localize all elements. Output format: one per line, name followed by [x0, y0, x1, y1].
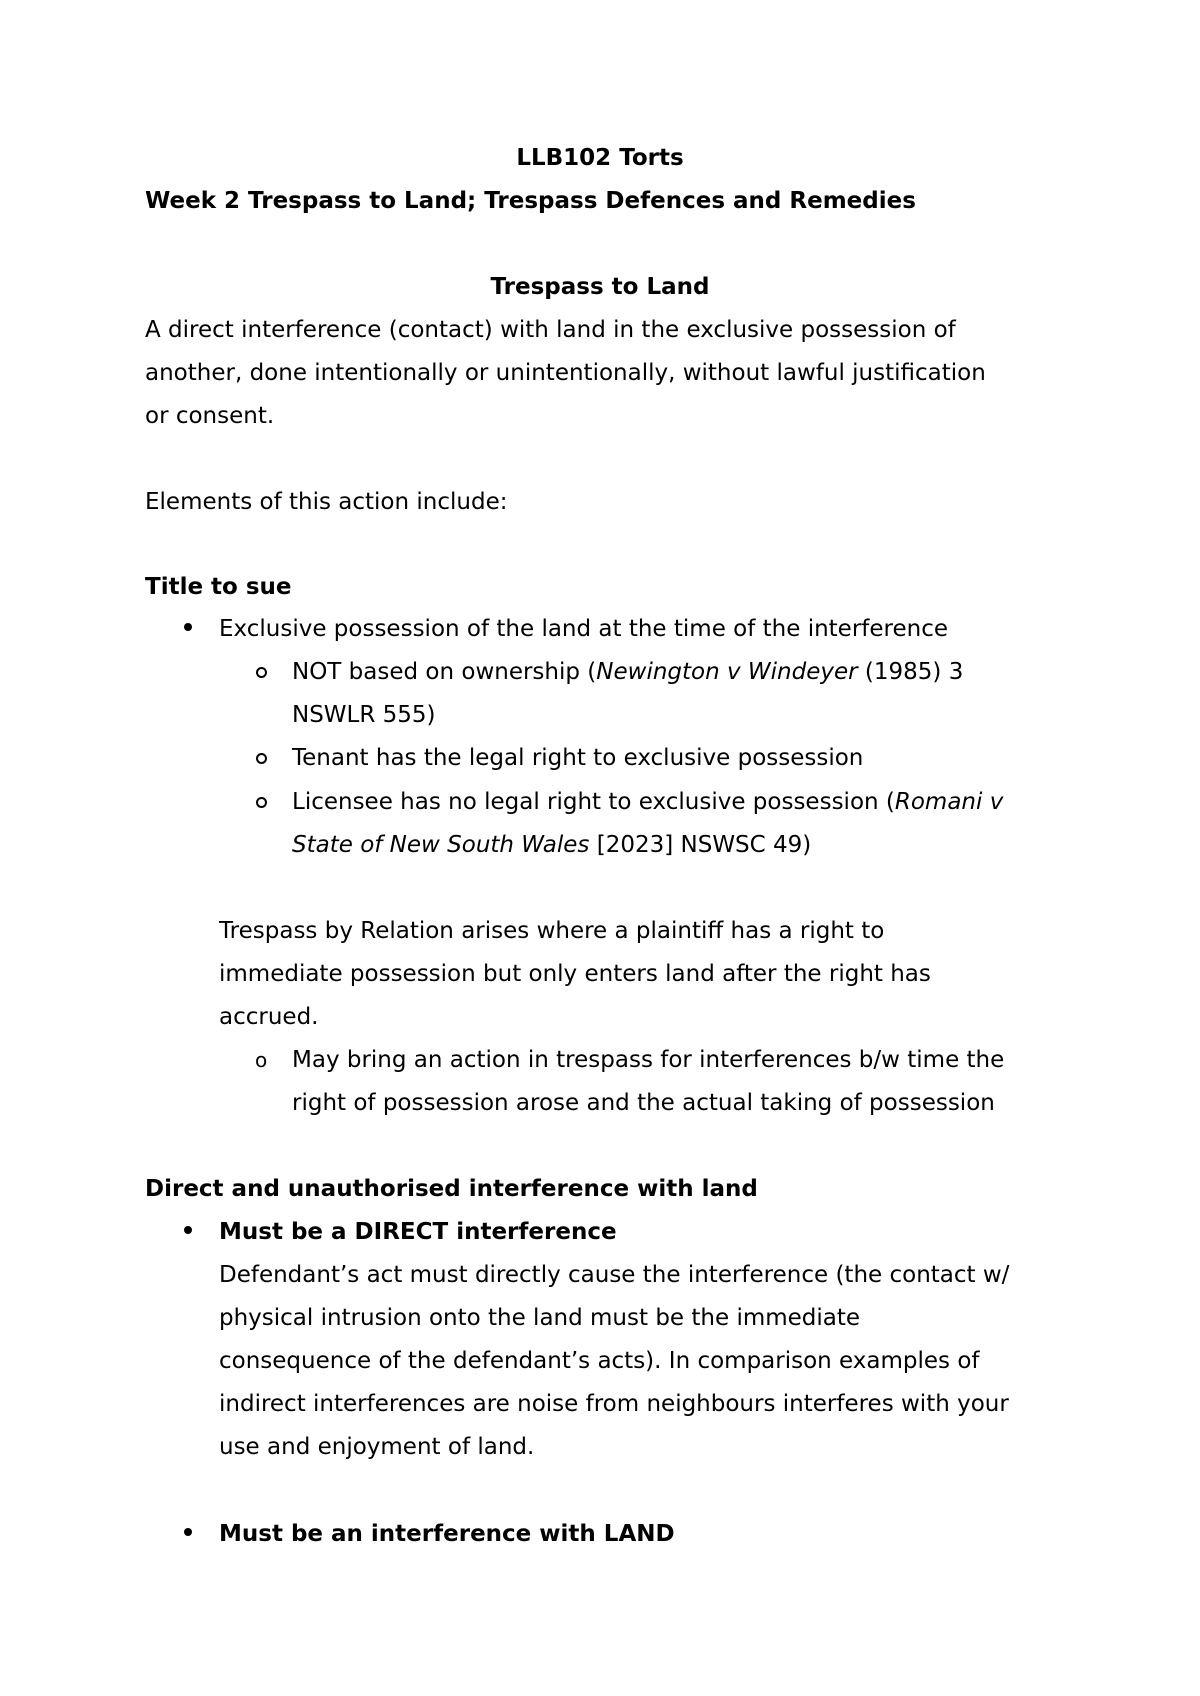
- direct-para-line-5: use and enjoyment of land.: [219, 1434, 535, 1460]
- direct-para-line-3: consequence of the defendant’s acts). In comparison examples of: [219, 1348, 980, 1374]
- direct-heading: Direct and unauthorised interference with land: [145, 1176, 758, 1202]
- case-romani-part-2: State of New South Wales: [292, 832, 590, 858]
- relation-line-3: accrued.: [219, 1004, 319, 1030]
- relation-line-2: immediate possession but only enters land after the right has: [219, 961, 931, 987]
- bullet-disc-icon: [184, 1528, 192, 1536]
- bullet-circle-icon: [256, 753, 267, 764]
- title-sub-3-cont: [292, 830, 811, 860]
- relation-sub-line-2: right of possession arose and the actual taking of possession: [292, 1090, 995, 1116]
- case-romani-part-1: Romani v: [894, 789, 1004, 815]
- bullet-disc-icon: [184, 1226, 192, 1234]
- relation-sub-line-1: May bring an action in trespass for interferences b/w time the: [292, 1047, 1005, 1073]
- definition-line-3: or consent.: [145, 403, 275, 429]
- direct-para-line-4: indirect interferences are noise from neighbours interferes with your: [219, 1391, 1009, 1417]
- direct-bullet-1: Must be a DIRECT interference: [219, 1219, 617, 1245]
- course-title: LLB102 Torts: [516, 145, 684, 171]
- direct-para-line-1: Defendant’s act must directly cause the interference (the contact w/: [219, 1262, 1010, 1288]
- title-sub-1: [292, 657, 963, 687]
- case-newington: Newington v Windeyer: [596, 659, 858, 685]
- section-heading: Trespass to Land: [490, 274, 710, 300]
- definition-line-1: A direct interference (contact) with land in the exclusive possession of: [145, 317, 956, 343]
- bullet-circle-icon: [256, 667, 267, 678]
- sub3-pre: Licensee has no legal right to exclusive possession (: [292, 789, 895, 815]
- relation-line-1: Trespass by Relation arises where a plaintiff has a right to: [219, 918, 885, 944]
- definition-line-2: another, done intentionally or unintentionally, without lawful justification: [145, 360, 986, 386]
- sub3-post: [2023] NSWSC 49): [589, 832, 812, 858]
- bullet-disc-icon: [184, 623, 192, 631]
- title-sub-3: [292, 787, 1003, 817]
- title-sub-2: Tenant has the legal right to exclusive possession: [292, 745, 864, 771]
- direct-para-line-2: physical intrusion onto the land must be the immediate: [219, 1305, 861, 1331]
- title-bullet-1: Exclusive possession of the land at the time of the interference: [219, 616, 949, 642]
- week-title: Week 2 Trespass to Land; Trespass Defences and Remedies: [145, 188, 916, 214]
- sub1-post: (1985) 3: [857, 659, 964, 685]
- elements-intro: Elements of this action include:: [145, 489, 508, 515]
- bullet-circle-icon: [256, 797, 267, 808]
- direct-bullet-2: Must be an interference with LAND: [219, 1521, 675, 1547]
- title-to-sue-heading: Title to sue: [145, 574, 292, 600]
- title-sub-1-cont: NSWLR 555): [292, 702, 436, 728]
- sub1-pre: NOT based on ownership (: [292, 659, 597, 685]
- bullet-o-icon: o: [255, 1048, 268, 1072]
